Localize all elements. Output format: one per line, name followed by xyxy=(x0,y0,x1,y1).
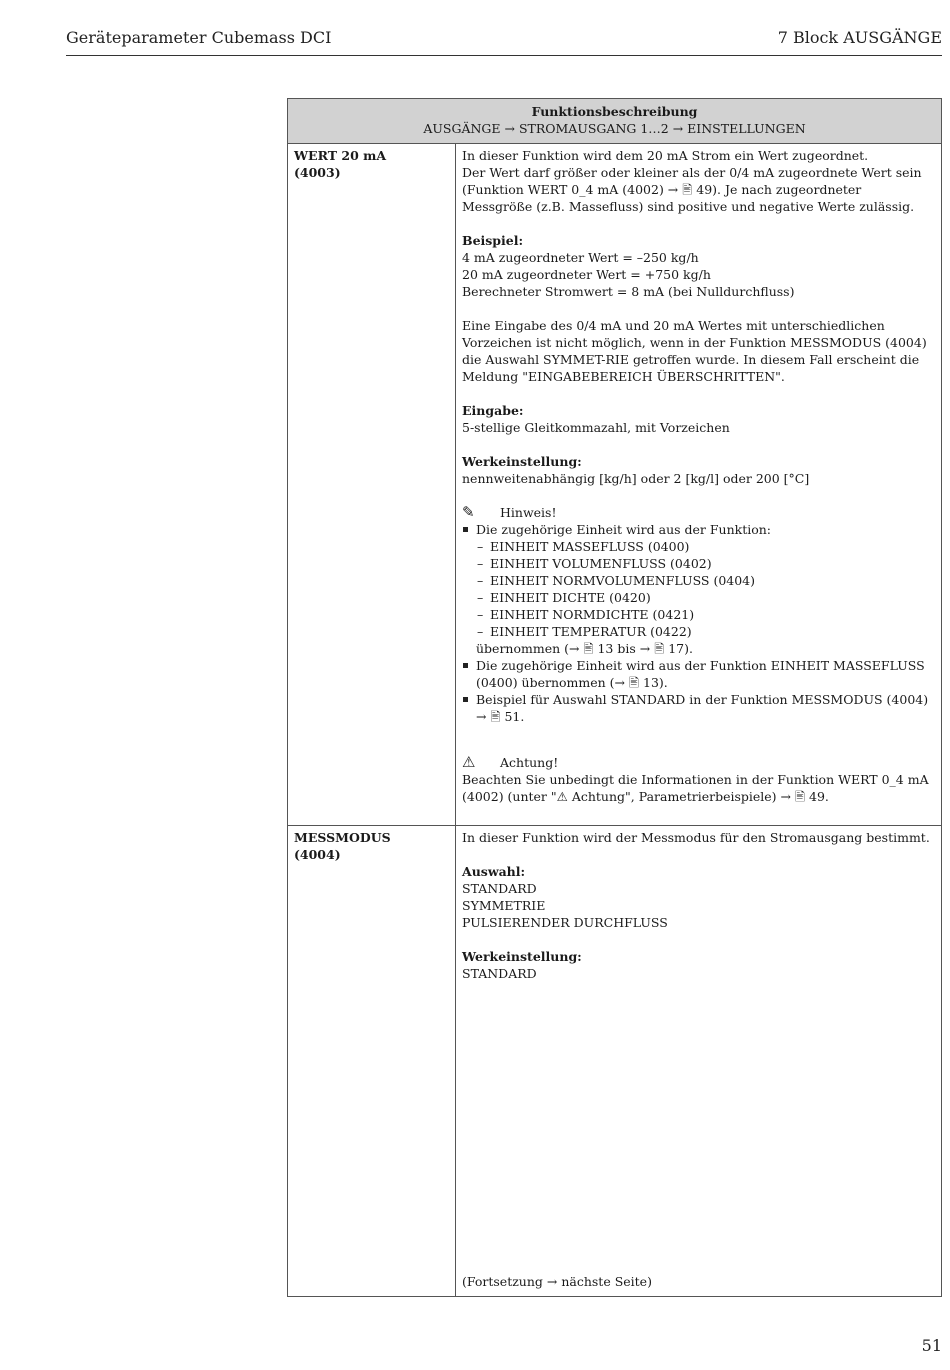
hint-list xyxy=(462,521,935,725)
table-row-messmodus xyxy=(288,826,941,1296)
function-code: (4004) xyxy=(294,847,341,862)
unit-item: – EINHEIT NORMDICHTE (0421) xyxy=(476,606,935,623)
function-name-cell xyxy=(288,826,456,1296)
pencil-icon: ✎ xyxy=(462,503,475,521)
description-text-2: Der Wert darf größer oder kleiner als der 0/4 mA zugeordnete Wert sein (Funktion WERT 0_4 mA (4002) → 🖹 49). Je nach zugeordneter Messgröße (z.B. Massefluss) sind positive und negative Werte zulässig. xyxy=(462,165,922,214)
function-name: WERT 20 mA xyxy=(294,148,387,163)
continuation-note: (Fortsetzung → nächste Seite) xyxy=(462,1274,652,1289)
example-line: 20 mA zugeordneter Wert = +750 kg/h xyxy=(462,267,711,282)
example-title: Beispiel: xyxy=(462,233,524,248)
unit-item: – EINHEIT TEMPERATUR (0422) xyxy=(476,623,935,640)
description-text: In dieser Funktion wird der Messmodus für den Stromausgang bestimmt. xyxy=(462,830,930,845)
input-value: 5-stellige Gleitkommazahl, mit Vorzeichen xyxy=(462,420,730,435)
unit-item: – EINHEIT MASSEFLUSS (0400) xyxy=(476,538,935,555)
description-text: In dieser Funktion wird dem 20 mA Strom ein Wert zugeordnet. xyxy=(462,148,869,163)
unit-item: – EINHEIT VOLUMENFLUSS (0402) xyxy=(476,555,935,572)
unit-item: – EINHEIT NORMVOLUMENFLUSS (0404) xyxy=(476,572,935,589)
choice-item: SYMMETRIE xyxy=(462,898,546,913)
function-table xyxy=(287,98,942,1297)
header-chapter-title: 7 Block AUSGÄNGE xyxy=(777,28,942,47)
choice-title: Auswahl: xyxy=(462,864,526,879)
function-code: (4003) xyxy=(294,165,341,180)
function-name: MESSMODUS xyxy=(294,830,391,845)
default-title: Werkeinstellung: xyxy=(462,949,582,964)
function-description-cell xyxy=(456,826,941,1296)
table-header-path: AUSGÄNGE → STROMAUSGANG 1…2 → EINSTELLUNGEN xyxy=(423,121,806,136)
function-name-cell xyxy=(288,144,456,825)
caution-icon: ⚠ xyxy=(462,753,476,771)
default-value: STANDARD xyxy=(462,966,537,981)
bullet-text: Die zugehörige Einheit wird aus der Funktion: xyxy=(476,522,772,537)
choice-item: PULSIERENDER DURCHFLUSS xyxy=(462,915,668,930)
unit-list xyxy=(476,538,935,640)
unit-item: – EINHEIT DICHTE (0420) xyxy=(476,589,935,606)
default-value: nennweitenabhängig [kg/h] oder 2 [kg/l] oder 200 [°C] xyxy=(462,471,810,486)
header-rule xyxy=(66,55,942,56)
list-item: Beispiel für Auswahl STANDARD in der Funktion MESSMODUS (4004) → 🖹 51. xyxy=(462,691,935,725)
default-title: Werkeinstellung: xyxy=(462,454,582,469)
list-item xyxy=(462,521,935,657)
header-document-title: Geräteparameter Cubemass DCI xyxy=(66,28,332,47)
table-header-title: Funktionsbeschreibung xyxy=(531,104,698,119)
input-title: Eingabe: xyxy=(462,403,524,418)
function-description-cell xyxy=(456,144,941,825)
bullet-text-end: übernommen (→ 🖹 13 bis → 🖹 17). xyxy=(476,641,693,656)
example-line: Berechneter Stromwert = 8 mA (bei Nulldurchfluss) xyxy=(462,284,795,299)
choice-item: STANDARD xyxy=(462,881,537,896)
hint-title: Hinweis! xyxy=(500,505,557,520)
example-line: 4 mA zugeordneter Wert = –250 kg/h xyxy=(462,250,699,265)
caution-title: Achtung! xyxy=(500,755,559,770)
caution-heading xyxy=(462,754,935,771)
table-row-wert-20ma xyxy=(288,144,941,826)
hint-heading xyxy=(462,504,935,521)
table-header xyxy=(288,99,941,144)
page-number: 51 xyxy=(921,1336,942,1355)
sign-restriction-text: Eine Eingabe des 0/4 mA und 20 mA Wertes mit unterschiedlichen Vorzeichen ist nicht möglich, wenn in der Funktion MESSMODUS (4004) die Auswahl SYMMET-RIE getroffen wurde. In diesem Fall erscheint die Meldung "EINGABEBEREICH ÜBERSCHRITTEN". xyxy=(462,318,927,384)
list-item: Die zugehörige Einheit wird aus der Funktion EINHEIT MASSEFLUSS (0400) übernommen (→ 🖹 13). xyxy=(462,657,935,691)
caution-text: Beachten Sie unbedingt die Informationen in der Funktion WERT 0_4 mA (4002) (unter "⚠ Achtung", Parametrierbeispiele) → 🖹 49. xyxy=(462,772,929,804)
